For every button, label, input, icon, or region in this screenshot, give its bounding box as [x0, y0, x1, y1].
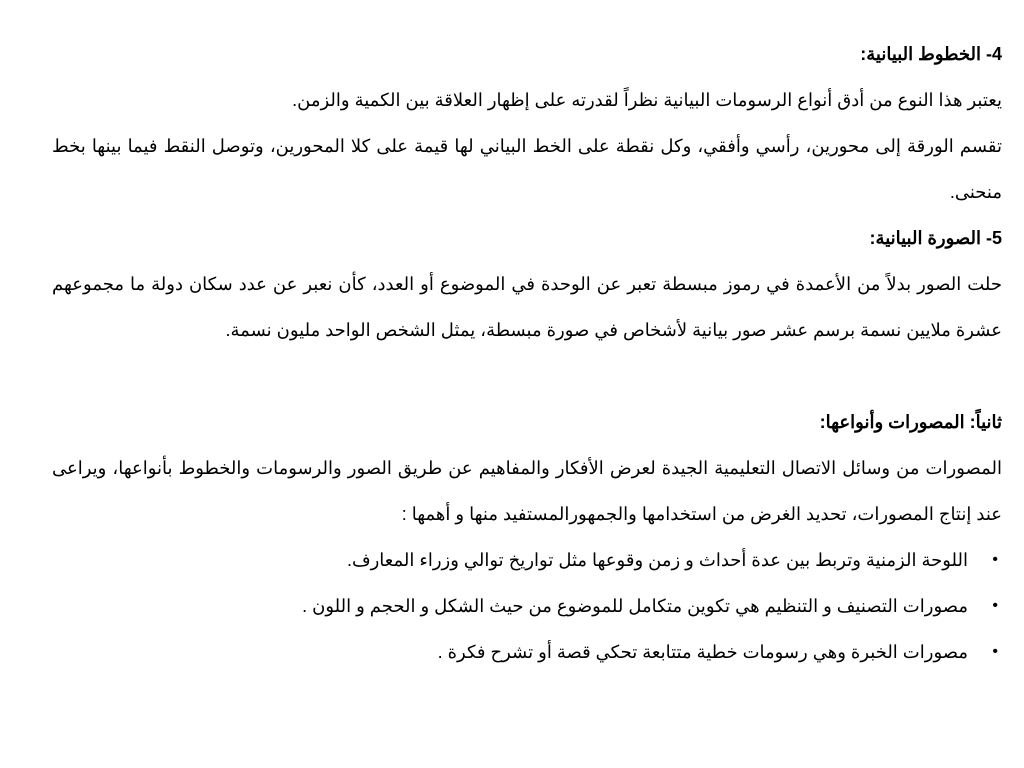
bullet-list — [52, 537, 1002, 675]
second-section-paragraph: المصورات من وسائل الاتصال التعليمية الجيدة لعرض الأفكار والمفاهيم عن طريق الصور والرسومات والخطوط بأنواعها، ويراعى عند إنتاج المصورات، تحديد الغرض من استخدامها والجمهورالمستفيد منها و أهمها : — [52, 458, 1002, 524]
section-4-heading: 4- الخطوط البيانية: — [860, 44, 1002, 64]
blank-line — [52, 353, 1002, 399]
section-5-paragraph: حلت الصور بدلاً من الأعمدة في رموز مبسطة تعبر عن الوحدة في الموضوع أو العدد، كأن نعبر عن عدد سكان دولة ما مجموعهم عشرة ملايين نسمة برسم عشر صور بيانية لأشخاص في صورة مبسطة، يمثل الشخص الواحد مليون نسمة. — [52, 274, 1002, 340]
bullet-icon: • — [992, 597, 998, 614]
bullet-icon: • — [992, 551, 998, 568]
list-item — [52, 583, 1002, 629]
list-item — [52, 629, 1002, 675]
list-item-text: اللوحة الزمنية وتربط بين عدة أحداث و زمن وقوعها مثل تواريخ توالي وزراء المعارف. — [346, 550, 968, 570]
list-item-text: مصورات التصنيف و التنظيم هي تكوين متكامل للموضوع من حيث الشكل و الحجم و اللون . — [302, 596, 968, 616]
section-4-paragraph-1: يعتبر هذا النوع من أدق أنواع الرسومات البيانية نظراً لقدرته على إظهار العلاقة بين الكمية والزمن. — [292, 90, 1002, 110]
section-4-paragraph-2: تقسم الورقة إلى محورين، رأسي وأفقي، وكل نقطة على الخط البياني لها قيمة على كلا المحورين، وتوصل النقط فيما بينها بخط منحنى. — [52, 136, 1002, 202]
bullet-icon: • — [992, 643, 998, 660]
second-section-heading: ثانياً: المصورات وأنواعها: — [819, 412, 1002, 432]
section-5-heading: 5- الصورة البيانية: — [869, 228, 1002, 248]
list-item — [52, 537, 1002, 583]
list-item-text: مصورات الخبرة وهي رسومات خطية متتابعة تحكي قصة أو تشرح فكرة . — [437, 642, 968, 662]
